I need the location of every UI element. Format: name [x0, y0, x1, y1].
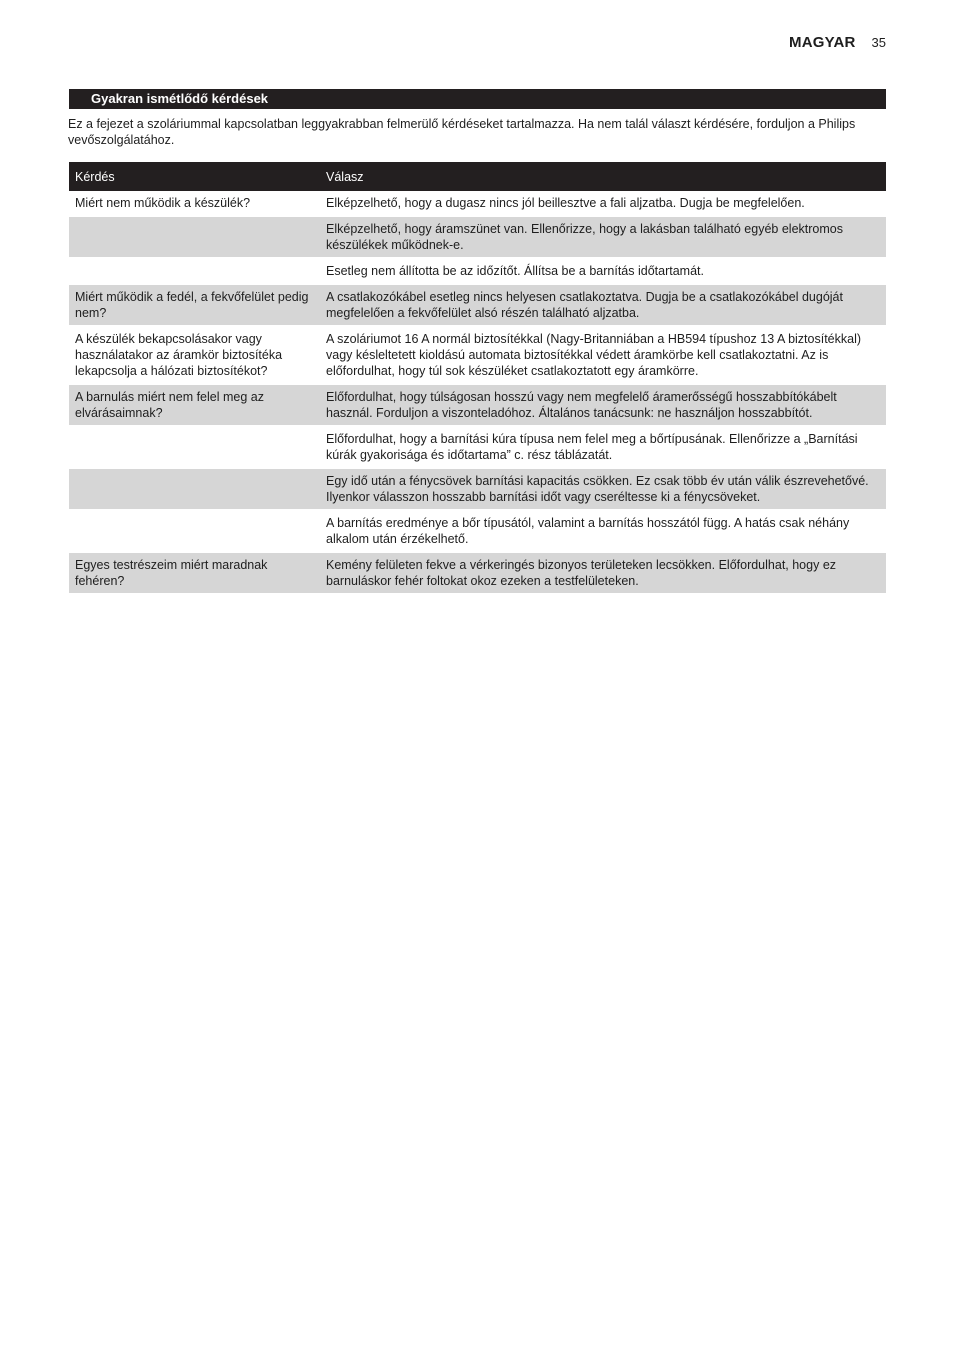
question-cell: Miért nem működik a készülék? [69, 191, 320, 216]
question-cell [69, 468, 320, 510]
question-cell [69, 258, 320, 284]
section-intro: Ez a fejezet a szoláriummal kapcsolatban leggyakrabban felmerülő kérdéseket tartalmazza. Ha nem talál választ kérdésére, forduljon a Philips vevőszolgálatához. [68, 117, 856, 147]
language-label: MAGYAR [789, 34, 856, 51]
question-cell [69, 216, 320, 258]
table-row [69, 510, 886, 552]
answer-cell: Előfordulhat, hogy a barnítási kúra típusa nem felel meg a bőrtípusának. Ellenőrizze a „Barnítási kúrák gyakorisága és időtartama” c. rész táblázatát. [320, 426, 886, 468]
table-row [69, 258, 886, 284]
question-cell: Egyes testrészeim miért maradnak fehéren? [69, 552, 320, 594]
answer-cell: Kemény felületen fekve a vérkeringés bizonyos területeken lecsökken. Előfordulhat, hogy ez barnuláskor fehér foltokat okoz ezeken a testfelületeken. [320, 552, 886, 594]
page-header [789, 34, 886, 51]
table-row [69, 468, 886, 510]
answer-cell: Egy idő után a fénycsövek barnítási kapacitás csökken. Ez csak több év után válik észrevehetővé. Ilyenkor válasszon hosszabb barnítási időt vagy cseréltesse ki a fénycsöveket. [320, 468, 886, 510]
table-row [69, 426, 886, 468]
table-row [69, 384, 886, 426]
table-row [69, 216, 886, 258]
answer-column-header: Válasz [320, 162, 886, 191]
answer-cell: A csatlakozókábel esetleg nincs helyesen csatlakoztatva. Dugja be a csatlakozókábel dugóját megfelelően a fekvőfelület alsó részén található aljzatba. [320, 284, 886, 326]
answer-cell: Előfordulhat, hogy túlságosan hosszú vagy nem megfelelő áramerősségű hosszabbítókábelt használ. Forduljon a viszonteladóhoz. Általános tanácsunk: ne használjon hosszabbítót. [320, 384, 886, 426]
answer-cell: Elképzelhető, hogy áramszünet van. Ellenőrizze, hogy a lakásban található egyéb elektromos készülékek működnek-e. [320, 216, 886, 258]
table-row [69, 326, 886, 384]
question-cell: A barnulás miért nem felel meg az elvárásaimnak? [69, 384, 320, 426]
question-cell [69, 426, 320, 468]
question-cell: A készülék bekapcsolásakor vagy használatakor az áramkör biztosítéka lekapcsolja a hálózati biztosítékot? [69, 326, 320, 384]
question-cell [69, 510, 320, 552]
table-row [69, 191, 886, 216]
table-row [69, 552, 886, 594]
question-column-header: Kérdés [69, 162, 320, 191]
answer-cell: A barnítás eredménye a bőr típusától, valamint a barnítás hosszától függ. A hatás csak néhány alkalom után érzékelhető. [320, 510, 886, 552]
table-row [69, 284, 886, 326]
faq-header-row [69, 162, 886, 191]
page-number: 35 [871, 35, 886, 50]
answer-cell: A szoláriumot 16 A normál biztosítékkal (Nagy-Britanniában a HB594 típushoz 13 A biztosítékkal) vagy késleltetett kioldású automata biztosítékkal védett áramkörbe kell csatlakoztatni. Az is előfordulhat, hogy túl sok készüléket csatlakoztatott egy áramkörre. [320, 326, 886, 384]
question-cell: Miért működik a fedél, a fekvőfelület pedig nem? [69, 284, 320, 326]
section-title: Gyakran ismétlődő kérdések [69, 89, 886, 109]
answer-cell: Esetleg nem állította be az időzítőt. Állítsa be a barnítás időtartamát. [320, 258, 886, 284]
faq-table [69, 162, 886, 595]
answer-cell: Elképzelhető, hogy a dugasz nincs jól beillesztve a fali aljzatba. Dugja be megfelelően. [320, 191, 886, 216]
